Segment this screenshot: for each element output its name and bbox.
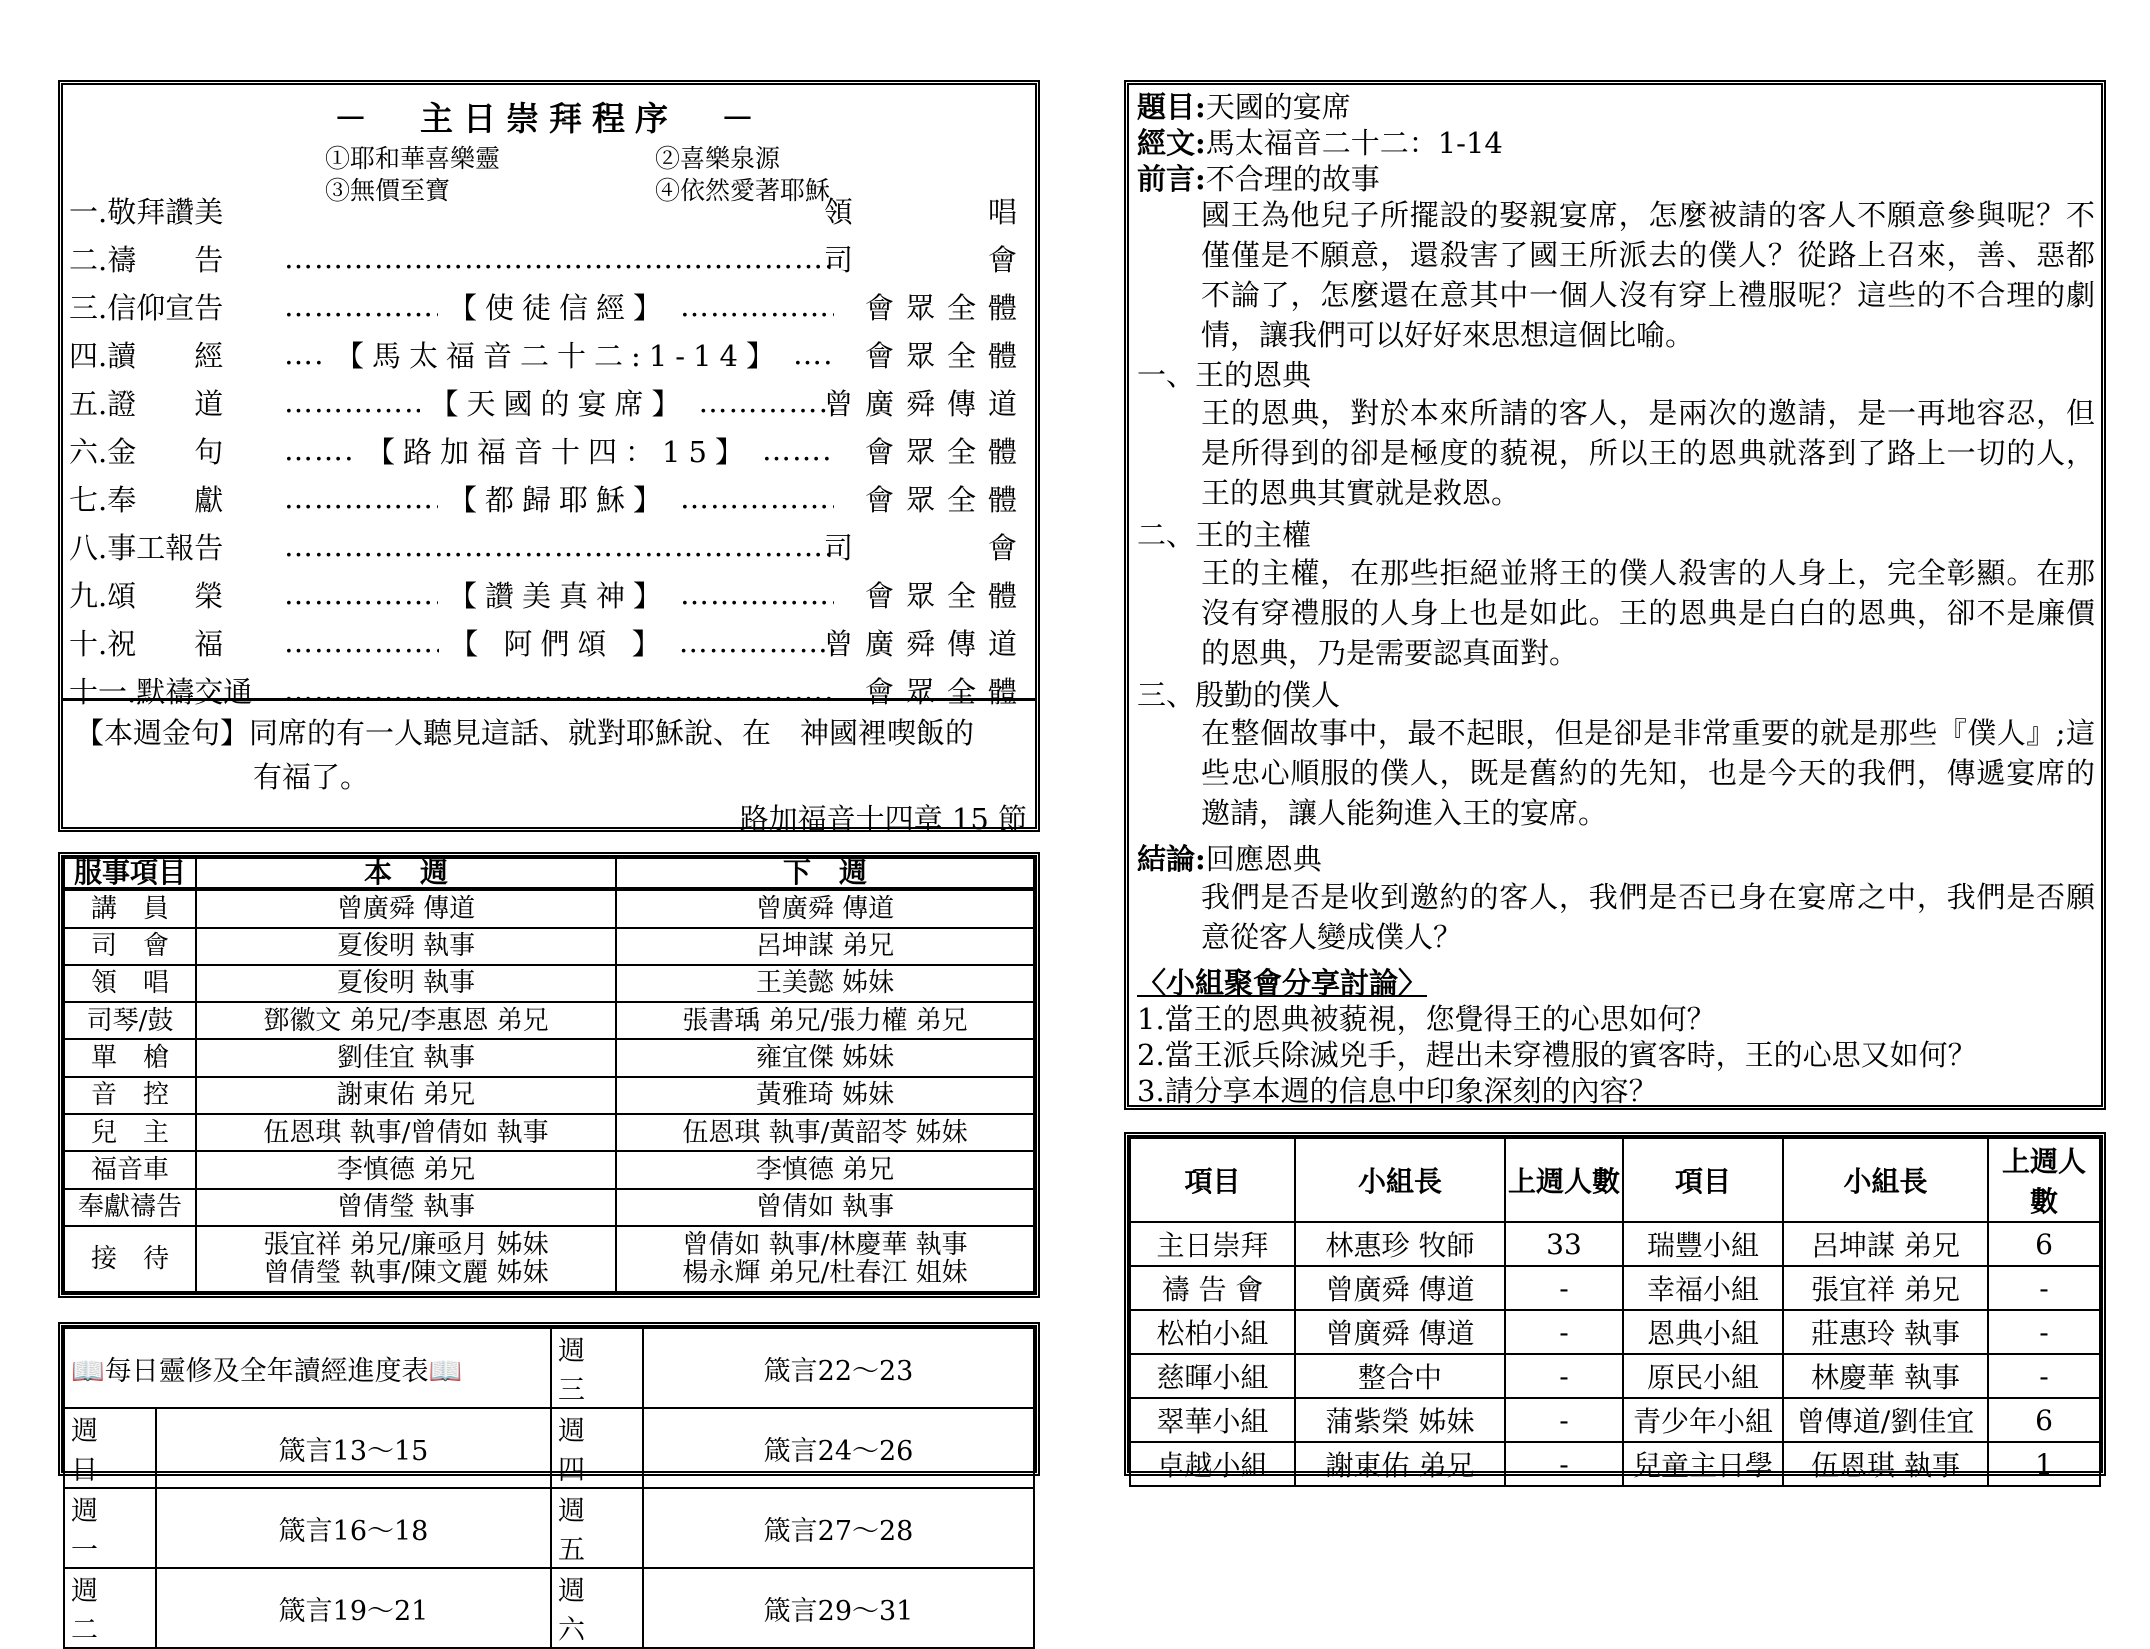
program-item-leader-dots xyxy=(284,382,834,423)
service-row xyxy=(64,889,1034,928)
service-this-week: 夏俊明 執事 xyxy=(196,965,616,1002)
service-row xyxy=(64,1002,1034,1039)
group-name: 原民小組 xyxy=(1623,1354,1783,1398)
service-row xyxy=(64,1039,1034,1076)
program-item-leader: 會眾全體 xyxy=(864,338,1029,373)
label-scripture: 經文: xyxy=(1137,126,1206,160)
service-row xyxy=(64,1151,1034,1188)
point-2-title: 二、王的主權 xyxy=(1137,518,1312,552)
point-2-text: 王的主權，在那些拒絕並將王的僕人殺害的人身上，完全彰顯。在那沒有穿禮服的人身上也是如此。王的恩典是白白的恩典，卻不是廉價的恩典，乃是需要認真面對。 xyxy=(1201,556,2095,670)
groups-row xyxy=(1130,1310,2100,1354)
service-role: 講 員 xyxy=(64,889,196,928)
service-role: 司 會 xyxy=(64,928,196,965)
groups-header: 小組長 xyxy=(1295,1138,1505,1222)
program-item-detail: 【使徒信經】 xyxy=(448,290,671,325)
program-item-leader: 曾廣舜傳道 xyxy=(823,386,1029,421)
dot-leader xyxy=(284,529,834,563)
group-leader: 林慶華 執事 xyxy=(1783,1354,1988,1398)
dot-leader xyxy=(284,385,420,419)
service-role: 單 槍 xyxy=(64,1039,196,1076)
reading-chapters: 箴言13～15 xyxy=(156,1408,551,1488)
group-name: 卓越小組 xyxy=(1130,1442,1295,1486)
hymn-2: ②喜樂泉源 xyxy=(655,144,781,173)
program-item-leader: 領 唱 xyxy=(823,194,1029,229)
scripture-line xyxy=(1137,125,2095,161)
service-this-week: 夏俊明 執事 xyxy=(196,928,616,965)
group-attendance: - xyxy=(1505,1354,1623,1398)
sermon-scripture: 馬太福音二十二：1-14 xyxy=(1205,126,1503,160)
group-leader: 張宜祥 弟兄 xyxy=(1783,1266,1988,1310)
service-role: 福音車 xyxy=(64,1151,196,1188)
reading-day: 週 一 xyxy=(64,1488,156,1568)
point-1-title: 一、王的恩典 xyxy=(1137,358,1312,392)
group-leader: 呂坤謀 弟兄 xyxy=(1783,1222,1988,1266)
service-header-item: 服事項目 xyxy=(64,858,196,889)
sermon-title-line xyxy=(1137,89,2095,125)
label-title: 題目: xyxy=(1137,90,1206,124)
weekly-verse xyxy=(63,698,1035,836)
service-this-week: 謝東佑 弟兄 xyxy=(196,1077,616,1114)
service-next-week: 曾倩如 執事 xyxy=(616,1189,1034,1226)
intro-line xyxy=(1137,161,2095,197)
intro-title: 不合理的故事 xyxy=(1205,162,1380,196)
group-attendance: 6 xyxy=(1988,1222,2100,1266)
group-leader: 林惠珍 牧師 xyxy=(1295,1222,1505,1266)
group-name: 禱 告 會 xyxy=(1130,1266,1295,1310)
program-item-leader-dots xyxy=(284,529,834,563)
service-header-next-week: 下 週 xyxy=(616,858,1034,889)
reading-day: 週 二 xyxy=(64,1568,156,1648)
program-item-leader: 司 會 xyxy=(823,530,1029,565)
sermon-title: 天國的宴席 xyxy=(1205,90,1351,124)
service-this-week: 曾倩瑩 執事 xyxy=(196,1189,616,1226)
groups-row xyxy=(1130,1266,2100,1310)
reading-table xyxy=(63,1327,1035,1649)
reading-plan-panel xyxy=(58,1322,1040,1646)
dot-leader xyxy=(762,433,834,467)
dot-leader xyxy=(680,481,834,515)
discussion-title: 〈小組聚會分享討論〉 xyxy=(1137,966,1428,1000)
service-next-week: 呂坤謀 弟兄 xyxy=(616,928,1034,965)
service-next-week: 黃雅琦 姊妹 xyxy=(616,1077,1034,1114)
program-item-leader-dots xyxy=(284,622,834,663)
verse-reference: 路加福音十四章 15 節 xyxy=(739,802,1027,836)
program-item-detail: 【讚美真神】 xyxy=(448,578,671,613)
program-item-label: 一.敬拜讚美 xyxy=(69,194,224,229)
intro-text: 國王為他兒子所擺設的娶親宴席，怎麼被請的客人不願意參與呢？不僅僅是不願意，還殺害了國王所派去的僕人？從路上召來，善、惡都不論了，怎麼還在意其中一個人沒有穿上禮服呢？這些的不合理的劇情，讓我們可以好好來思想這個比喻。 xyxy=(1201,198,2095,352)
dot-leader xyxy=(680,289,834,323)
service-role: 司琴/鼓 xyxy=(64,1002,196,1039)
service-this-week: 李慎德 弟兄 xyxy=(196,1151,616,1188)
group-name: 慈暉小組 xyxy=(1130,1354,1295,1398)
conclusion-line xyxy=(1137,841,2095,877)
point-3-title: 三、殷勤的僕人 xyxy=(1137,678,1341,712)
verse-line-1: 【本週金句】同席的有一人聽見這話、就對耶穌說、在 神國裡喫飯的 xyxy=(75,716,975,750)
service-this-week: 鄧徽文 弟兄/李惠恩 弟兄 xyxy=(196,1002,616,1039)
program-item xyxy=(69,574,1029,614)
program-item xyxy=(69,382,1029,422)
program-item-leader-dots xyxy=(284,478,834,519)
groups-header: 項目 xyxy=(1130,1138,1295,1222)
program-item-label: 十一.默禱交通 xyxy=(69,674,253,709)
service-this-week xyxy=(196,1226,616,1292)
program-item-label: 二.禱 告 xyxy=(69,242,224,277)
conclusion-title: 回應恩典 xyxy=(1205,842,1322,876)
hymn-1: ①耶和華喜樂靈 xyxy=(325,144,501,173)
reception-line: 曾倩如 執事/林慶華 執事 xyxy=(682,1230,968,1260)
program-item-detail: 【 阿們頌 】 xyxy=(449,626,669,661)
reading-day: 週 日 xyxy=(64,1408,156,1488)
program-title: － 主日崇拜程序 － xyxy=(334,99,764,138)
group-attendance: - xyxy=(1505,1266,1623,1310)
groups-header: 上週人數 xyxy=(1988,1138,2100,1222)
reading-chapters: 箴言22～23 xyxy=(643,1328,1034,1408)
dot-leader xyxy=(284,625,439,659)
program-item-leader-dots xyxy=(284,574,834,615)
group-leader: 謝東佑 弟兄 xyxy=(1295,1442,1505,1486)
group-attendance: - xyxy=(1505,1310,1623,1354)
groups-header: 項目 xyxy=(1623,1138,1783,1222)
group-attendance: 33 xyxy=(1505,1222,1623,1266)
service-row xyxy=(64,1077,1034,1114)
program-item-label: 八.事工報告 xyxy=(69,530,224,565)
program-item-label: 十.祝 福 xyxy=(69,626,224,661)
program-item xyxy=(69,238,1029,278)
program-item-detail: 【馬太福音二十二:1-14】 xyxy=(335,338,783,373)
dot-leader xyxy=(680,577,834,611)
group-attendance: - xyxy=(1505,1442,1623,1486)
service-next-week xyxy=(616,1226,1034,1292)
service-next-week: 李慎德 弟兄 xyxy=(616,1151,1034,1188)
reading-chapters: 箴言16～18 xyxy=(156,1488,551,1568)
point-3-text: 在整個故事中，最不起眼，但是卻是非常重要的就是那些『僕人』;這些忠心順服的僕人，既是舊約的先知，也是今天的我們，傳遞宴席的邀請，讓人能夠進入王的宴席。 xyxy=(1201,716,2095,830)
service-this-week: 曾廣舜 傳道 xyxy=(196,889,616,928)
dot-leader xyxy=(284,337,325,371)
service-role: 奉獻禱告 xyxy=(64,1189,196,1226)
dot-leader xyxy=(793,337,834,371)
group-attendance: - xyxy=(1505,1398,1623,1442)
group-leader: 曾傳道/劉佳宜 xyxy=(1783,1398,1988,1442)
group-attendance: - xyxy=(1988,1310,2100,1354)
group-name: 主日崇拜 xyxy=(1130,1222,1295,1266)
hymn-3: ③無價至寶 xyxy=(325,176,451,205)
service-next-week: 張書瑀 弟兄/張力權 弟兄 xyxy=(616,1002,1034,1039)
discussion-question-2: 2.當王派兵除滅兇手，趕出未穿禮服的賓客時，王的心思又如何？ xyxy=(1137,1038,1977,1072)
service-next-week: 伍恩琪 執事/黃韶苓 姊妹 xyxy=(616,1114,1034,1151)
program-item-leader: 會眾全體 xyxy=(864,482,1029,517)
groups-row xyxy=(1130,1398,2100,1442)
label-conclusion: 結論: xyxy=(1137,842,1206,876)
dot-leader xyxy=(284,481,438,515)
reception-line: 張宜祥 弟兄/廉亟月 姊妹 xyxy=(263,1230,549,1260)
program-item xyxy=(69,430,1029,470)
service-row-reception xyxy=(64,1226,1034,1292)
program-item xyxy=(69,190,1029,230)
groups-header: 上週人數 xyxy=(1505,1138,1623,1222)
service-table xyxy=(63,857,1035,1293)
group-leader: 莊惠玲 執事 xyxy=(1783,1310,1988,1354)
program-item-leader-dots xyxy=(284,430,834,471)
program-item-leader: 會眾全體 xyxy=(864,674,1029,709)
program-item-leader-dots xyxy=(284,286,834,327)
dot-leader xyxy=(699,385,834,419)
program-item xyxy=(69,526,1029,566)
group-name: 幸福小組 xyxy=(1623,1266,1783,1310)
reading-day: 週 四 xyxy=(551,1408,643,1488)
program-item-detail: 【天國的宴席】 xyxy=(429,386,689,421)
dot-leader xyxy=(284,577,438,611)
label-intro: 前言: xyxy=(1137,162,1206,196)
service-row xyxy=(64,928,1034,965)
service-row xyxy=(64,1189,1034,1226)
program-item-label: 九.頌 榮 xyxy=(69,578,224,613)
service-row xyxy=(64,1114,1034,1151)
dot-leader xyxy=(284,289,438,323)
program-item-leader-dots xyxy=(284,241,834,275)
reading-chapters: 箴言29～31 xyxy=(643,1568,1034,1648)
program-item-label: 七.奉 獻 xyxy=(69,482,224,517)
program-item-label: 三.信仰宣告 xyxy=(69,290,224,325)
dot-leader xyxy=(284,433,356,467)
program-item xyxy=(69,286,1029,326)
reception-line: 曾倩瑩 執事/陳文麗 姊妹 xyxy=(263,1258,549,1288)
worship-program-panel xyxy=(58,80,1040,836)
program-item-leader: 會眾全體 xyxy=(864,434,1029,469)
program-item-leader: 會眾全體 xyxy=(864,578,1029,613)
group-name: 青少年小組 xyxy=(1623,1398,1783,1442)
program-item-leader: 會眾全體 xyxy=(864,290,1029,325)
reading-chapters: 箴言19～21 xyxy=(156,1568,551,1648)
group-name: 瑞豐小組 xyxy=(1623,1222,1783,1266)
service-row xyxy=(64,965,1034,1002)
program-item-label: 六.金 句 xyxy=(69,434,224,469)
hymn-4: ④依然愛著耶穌 xyxy=(655,176,831,205)
group-leader: 伍恩琪 執事 xyxy=(1783,1442,1988,1486)
groups-row xyxy=(1130,1442,2100,1486)
program-item-leader: 曾廣舜傳道 xyxy=(823,626,1029,661)
reading-title: 📖每日靈修及全年讀經進度表📖 xyxy=(64,1328,551,1408)
reception-line: 楊永輝 弟兄/杜春江 姐妹 xyxy=(682,1258,968,1288)
reading-chapters: 箴言27～28 xyxy=(643,1488,1034,1568)
group-leader: 整合中 xyxy=(1295,1354,1505,1398)
service-this-week: 劉佳宜 執事 xyxy=(196,1039,616,1076)
verse-line-2: 有福了。 xyxy=(253,760,370,794)
groups-table xyxy=(1129,1137,2101,1487)
service-next-week: 雍宜傑 姊妹 xyxy=(616,1039,1034,1076)
group-attendance: 6 xyxy=(1988,1398,2100,1442)
service-role: 音 控 xyxy=(64,1077,196,1114)
service-role: 領 唱 xyxy=(64,965,196,1002)
service-role: 兒 主 xyxy=(64,1114,196,1151)
program-item-detail: 【路加福音十四：15】 xyxy=(366,434,752,469)
service-role: 接 待 xyxy=(64,1226,196,1292)
group-name: 松柏小組 xyxy=(1130,1310,1295,1354)
dot-leader xyxy=(284,241,834,275)
group-attendance: - xyxy=(1988,1354,2100,1398)
group-leader: 曾廣舜 傳道 xyxy=(1295,1310,1505,1354)
reading-day: 週 三 xyxy=(551,1328,643,1408)
group-leader: 曾廣舜 傳道 xyxy=(1295,1266,1505,1310)
service-this-week: 伍恩琪 執事/曾倩如 執事 xyxy=(196,1114,616,1151)
group-attendance: 1 xyxy=(1988,1442,2100,1486)
program-item xyxy=(69,622,1029,662)
group-name: 恩典小組 xyxy=(1623,1310,1783,1354)
service-next-week: 曾廣舜 傳道 xyxy=(616,889,1034,928)
reading-day: 週 六 xyxy=(551,1568,643,1648)
program-item-leader-dots xyxy=(284,334,834,375)
program-item-detail: 【都歸耶穌】 xyxy=(448,482,671,517)
discussion-question-3: 3.請分享本週的信息中印象深刻的內容？ xyxy=(1137,1074,1658,1108)
sermon-notes-panel xyxy=(1124,80,2106,1110)
service-header-this-week: 本 週 xyxy=(196,858,616,889)
program-item-label: 四.讀 經 xyxy=(69,338,224,373)
groups-header: 小組長 xyxy=(1783,1138,1988,1222)
service-next-week: 王美懿 姊妹 xyxy=(616,965,1034,1002)
groups-row xyxy=(1130,1354,2100,1398)
group-name: 兒童主日學 xyxy=(1623,1442,1783,1486)
group-leader: 蒲紫榮 姊妹 xyxy=(1295,1398,1505,1442)
discussion-question-1: 1.當王的恩典被藐視，您覺得王的心思如何？ xyxy=(1137,1002,1716,1036)
dot-leader xyxy=(679,625,834,659)
service-schedule-panel xyxy=(58,852,1040,1298)
reading-chapters: 箴言24～26 xyxy=(643,1408,1034,1488)
reading-day: 週 五 xyxy=(551,1488,643,1568)
conclusion-text: 我們是否是收到邀約的客人，我們是否已身在宴席之中，我們是否願意從客人變成僕人？ xyxy=(1201,880,2095,954)
groups-row xyxy=(1130,1222,2100,1266)
point-1-text: 王的恩典，對於本來所請的客人，是兩次的邀請，是一再地容忍，但是所得到的卻是極度的藐視，所以王的恩典就落到了路上一切的人，王的恩典其實就是救恩。 xyxy=(1201,396,2095,510)
program-item xyxy=(69,334,1029,374)
program-item-leader: 司 會 xyxy=(823,242,1029,277)
small-groups-panel xyxy=(1124,1132,2106,1482)
program-item-label: 五.證 道 xyxy=(69,386,224,421)
program-item xyxy=(69,478,1029,518)
group-name: 翠華小組 xyxy=(1130,1398,1295,1442)
group-attendance: - xyxy=(1988,1266,2100,1310)
